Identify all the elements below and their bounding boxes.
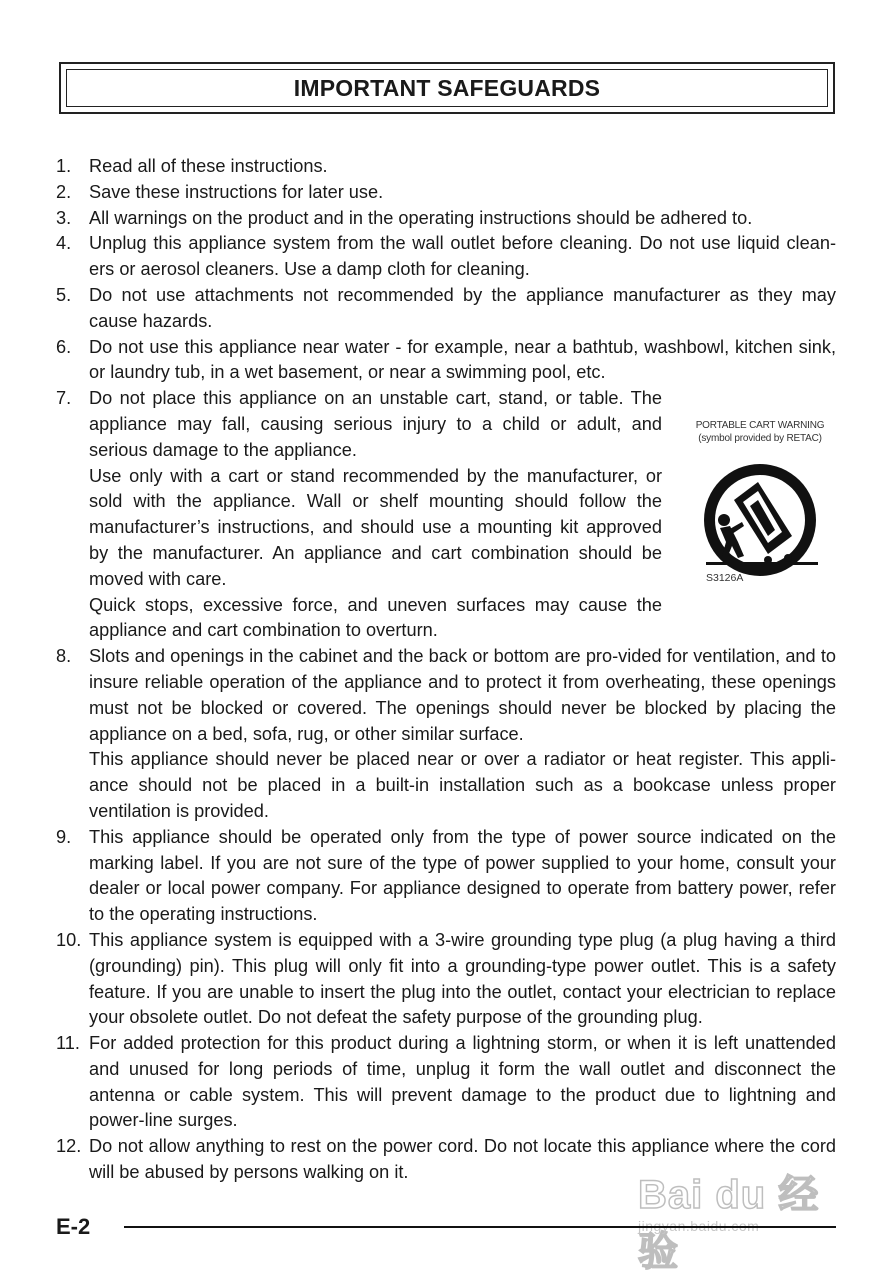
item-number: 9.	[56, 826, 72, 847]
item-number: 1.	[56, 156, 72, 176]
cart-warning-figure	[694, 420, 830, 590]
item-line: Quick stops, excessive force, and uneven surfaces may cause the	[89, 594, 662, 615]
item-line: by the manufacturer. An appliance and cart combination should be	[89, 542, 662, 563]
item-text: This appliance should be operated only from the type of power source indicated on the marking label. If you are not sure of the type of power supplied to your home, consult your dealer or local power company. For appliance designed to operate from battery power, refer to the operating instructions.	[89, 826, 836, 925]
list-item-6	[56, 335, 836, 387]
list-item-4	[56, 231, 836, 283]
item-text: This appliance system is equipped with a 3-wire grounding type plug (a plug having a third (grounding) pin). This plug will only fit into a grounding-type power outlet. This is a safety feature. If you are unable to insert the plug into the outlet, contact your electrician to replace your obsolete outlet. Do not defeat the safety purpose of the grounding plug.	[89, 929, 836, 1028]
list-item-3	[56, 206, 836, 232]
cart-warning-title: PORTABLE CART WARNING	[695, 420, 825, 431]
item-text: Do not use attachments not recommended by the appliance manufacturer as they may cause hazards.	[89, 284, 836, 331]
baidu-watermark	[630, 1138, 860, 1274]
item-line: sold with the appliance. Wall or shelf mounting should follow the	[89, 491, 662, 512]
item-line: appliance and cart combination to overturn.	[89, 620, 438, 641]
item-number: 5.	[56, 284, 72, 305]
item-line: manufacturer’s instructions, and should use a mounting kit approved	[89, 517, 662, 538]
watermark-url: jingyan.baidu.com	[638, 1218, 760, 1234]
safeguards-list	[56, 154, 836, 1186]
list-item-11	[56, 1031, 836, 1134]
title-box	[59, 62, 835, 114]
list-item-5	[56, 283, 836, 335]
tipping-cart-icon	[698, 464, 824, 576]
item-text: For added protection for this product during a lightning storm, or when it is left unattended and unused for long periods of time, unplug it form the wall outlet and disconnect the antenna or cable system. This will prevent damage to the product due to lightning and power-line surges.	[89, 1033, 836, 1131]
list-item-8	[56, 644, 836, 825]
watermark-logo: Bai du 经验	[638, 1173, 820, 1274]
item-text: Do not allow anything to rest on the power cord. Do not locate this appliance where the cord will be abused by persons walking on it.	[89, 1136, 836, 1183]
item-line: moved with care.	[89, 568, 227, 589]
item-number: 2.	[56, 181, 72, 202]
page-number: E-2	[56, 1214, 91, 1239]
list-item-2	[56, 180, 836, 206]
cart-warning-source: (symbol provided by RETAC)	[698, 432, 822, 444]
item-number: 7.	[56, 388, 72, 409]
item-number: 8.	[56, 646, 72, 667]
item-number: 10.	[56, 929, 82, 950]
title-inner-frame	[66, 69, 828, 107]
page-title: IMPORTANT SAFEGUARDS	[293, 74, 601, 101]
cart-warning-caption	[694, 420, 826, 445]
item-text: Do not use this appliance near water - for example, near a bathtub, washbowl, kitchen sink, or laundry tub, in a wet basement, or near a swimming pool, etc.	[89, 336, 836, 383]
item-number: 4.	[56, 233, 72, 254]
item-text: Save these instructions for later use.	[89, 181, 384, 202]
item-text: All warnings on the product and in the operating instructions should be adhered to.	[89, 207, 753, 228]
item-paragraph: Slots and openings in the cabinet and the back or bottom are pro-vided for ventilation, and to insure reliable operation of the appliance and to protect it from overheating, these openings must not be blocked or covered. The openings should never be blocked by placing the appliance on a bed, sofa, rug, or other similar surface.	[89, 646, 836, 744]
item-paragraph: This appliance should never be placed near or over a radiator or heat register. This appli-ance should not be placed in a built-in installation such as a bookcase unless proper ventilation is provided.	[89, 749, 836, 821]
item-line: serious damage to the appliance.	[89, 439, 357, 460]
item-number: 11.	[56, 1033, 80, 1054]
item-text	[89, 386, 662, 644]
footer-divider	[124, 1226, 836, 1228]
item-line: Do not place this appliance on an unstable cart, stand, or table. The	[89, 388, 662, 409]
item-text: Read all of these instructions.	[89, 156, 328, 176]
item-line: Use only with a cart or stand recommended by the manufacturer, or	[89, 465, 662, 486]
list-item-9	[56, 825, 836, 928]
item-line: appliance may fall, causing serious injury to a child or adult, and	[89, 413, 662, 434]
item-number: 12.	[56, 1136, 82, 1157]
item-text: Unplug this appliance system from the wall outlet before cleaning. Do not use liquid clean-ers or aerosol cleaners. Use a damp cloth for cleaning.	[89, 233, 836, 280]
cart-warning-code: S3126A	[706, 572, 744, 584]
list-item-10	[56, 928, 836, 1031]
item-number: 6.	[56, 336, 72, 357]
list-item-1	[56, 154, 836, 180]
item-number: 3.	[56, 207, 72, 228]
